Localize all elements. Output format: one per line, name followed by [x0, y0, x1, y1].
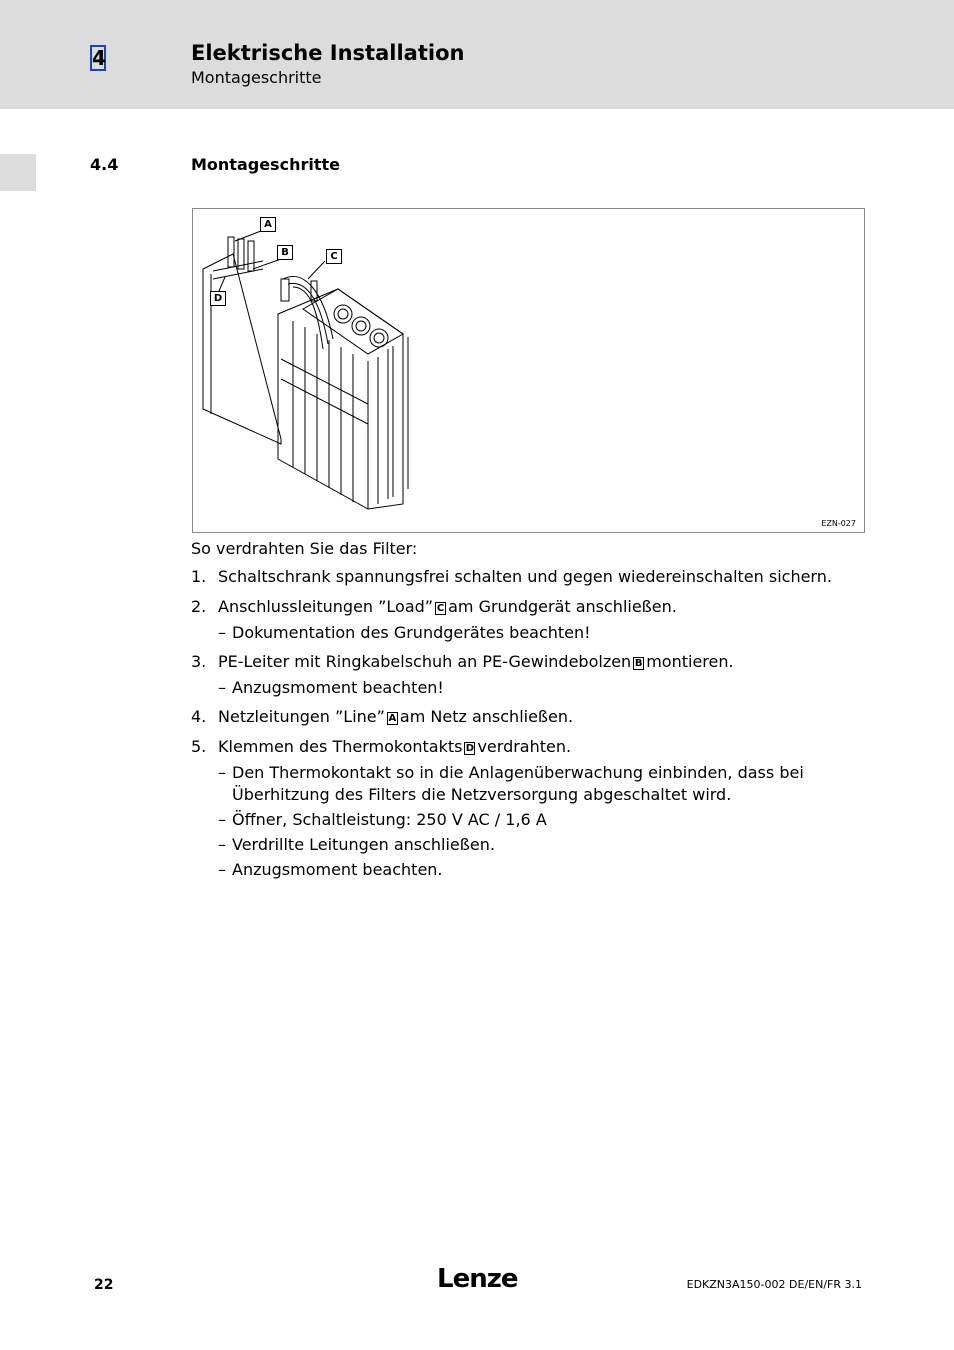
- step-text-after: montieren.: [646, 652, 734, 671]
- callout-b: B: [277, 245, 293, 260]
- step-text-after: verdrahten.: [477, 737, 572, 756]
- key-b: B: [634, 658, 643, 669]
- step-text: Klemmen des Thermokontakts: [218, 737, 463, 756]
- key-d: D: [465, 743, 475, 754]
- step-4: [191, 706, 871, 728]
- note: [191, 622, 871, 644]
- callout-d: D: [210, 291, 226, 306]
- chapter-number[interactable]: 4: [92, 46, 106, 70]
- step-number: 3.: [191, 652, 207, 671]
- dash: –: [218, 810, 226, 829]
- step-text: Schaltschrank spannungsfrei schalten und gegen wiedereinschalten sichern.: [218, 567, 832, 586]
- installation-figure: [192, 208, 865, 533]
- dash: –: [218, 623, 226, 642]
- key-a: A: [388, 713, 397, 724]
- step-text: Netzleitungen ”Line”: [218, 707, 385, 726]
- note-text: Öffner, Schaltleistung: 250 V AC / 1,6 A: [232, 810, 547, 829]
- mounting-panel: [203, 254, 281, 444]
- intro-text: So verdrahten Sie das Filter:: [191, 539, 418, 558]
- instructions: [191, 538, 871, 884]
- page-number: 22: [94, 1277, 114, 1293]
- callout-a: A: [260, 217, 276, 232]
- note-text: Den Thermokontakt so in die Anlagenüberwachung einbinden, dass bei Überhitzung des Filters die Netzversorgung abgeschaltet wird.: [232, 763, 804, 804]
- step-2: [191, 596, 871, 618]
- step-number: 1.: [191, 567, 207, 586]
- note: [191, 762, 871, 806]
- fan: [370, 329, 388, 347]
- step-text: Anschlussleitungen ”Load”: [218, 597, 434, 616]
- note: [191, 677, 871, 699]
- dash: –: [218, 678, 226, 697]
- chapter-title: Elektrische Installation: [191, 41, 465, 65]
- note-text: Dokumentation des Grundgerätes beachten!: [232, 623, 591, 642]
- note-text: Anzugsmoment beachten.: [232, 860, 443, 879]
- fan: [352, 317, 370, 335]
- step-number: 5.: [191, 737, 207, 756]
- step-number: 4.: [191, 707, 207, 726]
- chapter-subtitle: Montageschritte: [191, 68, 322, 87]
- step-number: 2.: [191, 597, 207, 616]
- fan: [334, 305, 352, 323]
- dash: –: [218, 860, 226, 879]
- note: [191, 859, 871, 881]
- note: [191, 834, 871, 856]
- note-text: Verdrillte Leitungen anschließen.: [232, 835, 495, 854]
- lenze-logo: Lenze: [437, 1264, 518, 1294]
- document-id: EDKZN3A150-002 DE/EN/FR 3.1: [686, 1278, 862, 1291]
- section-title: Montageschritte: [191, 155, 340, 174]
- step-1: [191, 566, 871, 588]
- dash: –: [218, 835, 226, 854]
- step-text-after: am Netz anschließen.: [399, 707, 574, 726]
- step-3: [191, 651, 871, 673]
- header-band: [0, 0, 954, 109]
- filter-assembly-drawing: [193, 209, 864, 532]
- section-number: 4.4: [90, 155, 119, 174]
- side-tab: [0, 154, 36, 191]
- note: [191, 809, 871, 831]
- figure-code: EZN-027: [821, 519, 856, 528]
- callout-c: C: [326, 249, 342, 264]
- note-text: Anzugsmoment beachten!: [232, 678, 444, 697]
- step-text: PE-Leiter mit Ringkabelschuh an PE-Gewindebolzen: [218, 652, 632, 671]
- line-terminal: [228, 237, 234, 267]
- key-c: C: [436, 603, 445, 614]
- dash: –: [218, 763, 226, 782]
- step-text-after: am Grundgerät anschließen.: [448, 597, 677, 616]
- step-5: [191, 736, 871, 758]
